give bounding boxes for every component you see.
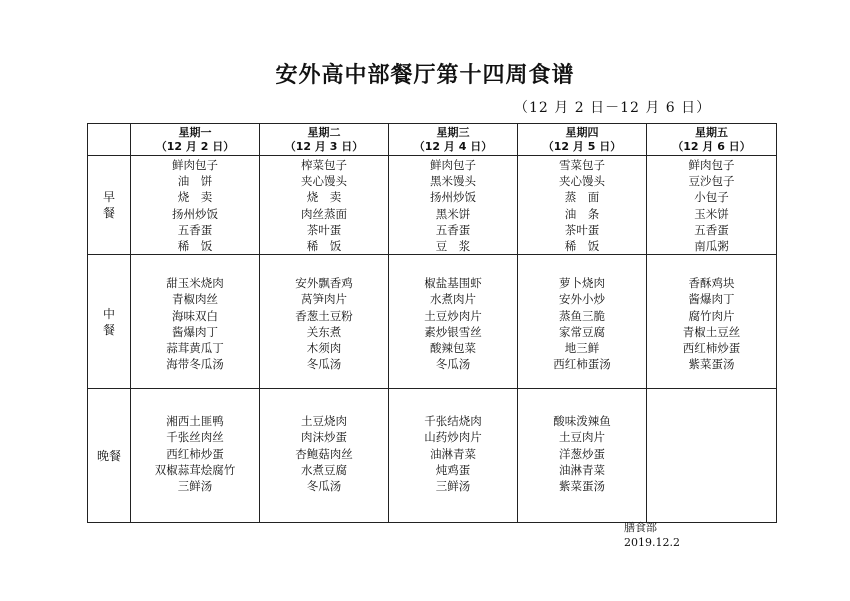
dish-item: 炖鸡蛋 [435,462,471,477]
dish-item: 椒盐基围虾 [424,276,482,291]
dish-item: 西红柿蛋汤 [553,357,611,372]
dish-item: 三鲜汤 [435,479,471,494]
dish-item: 冬瓜汤 [306,479,342,494]
dish-item: 南瓜粥 [694,239,729,254]
day-header-tue [260,124,389,156]
dish-item: 海味双白 [172,308,218,323]
dish-item: 紫菜蛋汤 [559,479,605,494]
dish-item: 油淋青菜 [430,446,476,461]
dish-item: 萝卜烧肉 [559,276,605,291]
meal-label-breakfast: 早餐 [88,156,131,255]
dish-item: 肉沫炒蛋 [301,430,347,445]
day-header-wed [389,124,518,156]
dish-item: 扬州炒饭 [430,190,476,205]
sign-date: 2019.12.2 [624,536,680,549]
dish-item: 海带冬瓜汤 [166,357,224,372]
dish-item: 西红柿炒蛋 [166,446,224,461]
dish-item: 酸味泼辣鱼 [553,414,611,429]
dish-item: 油淋青菜 [559,462,605,477]
signature: 膳食部 [624,521,657,534]
dish-item: 青椒肉丝 [172,292,218,307]
corner-cell [88,124,131,156]
dish-item: 油 饼 [177,174,213,189]
dish-item: 油 条 [564,206,600,221]
dish-item: 酱爆肉丁 [688,292,735,307]
dish-item: 烧 卖 [306,190,342,205]
dish-item: 甜玉米烧肉 [166,276,224,291]
dish-item: 关东煮 [306,324,342,339]
dinner-row [88,389,777,523]
dish-item: 素炒银雪丝 [424,324,482,339]
menu-cell [131,156,260,255]
dish-item: 扬州炒饭 [172,206,218,221]
menu-cell [518,389,647,523]
menu-cell [131,255,260,389]
dish-item: 冬瓜汤 [435,357,471,372]
day-name: 星期二 [307,125,341,139]
dish-item: 水煮肉片 [430,292,476,307]
dish-item: 鲜肉包子 [688,158,735,172]
menu-cell [389,255,518,389]
dish-item: 西红柿炒蛋 [682,341,741,356]
dish-item: 小包子 [694,190,729,205]
menu-table [87,123,777,523]
menu-cell [647,156,777,255]
week-date-range: （12 月 2 日－12 月 6 日） [514,100,712,116]
menu-cell [389,156,518,255]
meal-label-dinner: 晚餐 [88,389,131,523]
menu-cell [647,389,777,523]
dish-item: 土豆肉片 [559,430,605,445]
dish-item: 腐竹肉片 [688,308,735,323]
dish-item: 夹心馒头 [559,174,605,189]
dish-item: 香酥鸡块 [688,276,735,291]
dish-item: 五香蛋 [177,222,213,237]
menu-cell [389,389,518,523]
dish-item: 豆沙包子 [688,174,735,189]
dish-item: 冬瓜汤 [306,357,342,372]
menu-cell [518,156,647,255]
dish-item: 三鲜汤 [177,479,213,494]
dish-item: 稀 饭 [177,239,213,254]
dish-item: 豆 浆 [435,239,471,254]
menu-cell [518,255,647,389]
dish-item: 山药炒肉片 [424,430,482,445]
menu-cell [260,389,389,523]
breakfast-row [88,156,777,255]
dish-item: 千张丝肉丝 [166,430,224,445]
dish-item: 土豆烧肉 [301,414,347,429]
day-name: 星期五 [695,125,728,139]
page-title: 安外高中部餐厅第十四周食谱 [275,63,575,88]
dish-item: 安外飘香鸡 [295,276,353,291]
dish-item: 黑米馒头 [430,174,476,189]
dish-item: 榨菜包子 [301,158,347,172]
dish-item: 莴笋肉片 [301,292,347,307]
dish-item: 千张结烧肉 [424,414,482,429]
dish-item: 蒸鱼三脆 [559,308,605,323]
dish-item: 紫菜蛋汤 [688,357,735,372]
dish-item: 湘西土匪鸭 [166,414,224,429]
dish-item: 蒸 面 [564,190,600,205]
dish-item: 五香蛋 [435,222,471,237]
dish-item: 杏鲍菇肉丝 [295,446,353,461]
day-header-thu [518,124,647,156]
dish-item: 水煮豆腐 [301,462,347,477]
day-date: （12 月 6 日） [672,139,751,153]
dish-item: 烧 卖 [177,190,213,205]
dish-item: 茶叶蛋 [564,222,600,237]
dish-item: 雪菜包子 [559,158,605,172]
dish-item: 黑米饼 [435,206,471,221]
dish-item: 土豆炒肉片 [424,308,482,323]
dish-item: 玉米饼 [694,206,729,221]
dish-item: 肉丝蒸面 [301,206,347,221]
dish-item: 香葱土豆粉 [295,308,353,323]
lunch-row [88,255,777,389]
dish-item: 家常豆腐 [559,324,605,339]
dish-item: 稀 饭 [306,239,342,254]
dish-item: 酸辣包菜 [430,341,476,356]
day-date: （12 月 4 日） [413,139,493,153]
day-name: 星期四 [565,125,599,139]
day-date: （12 月 5 日） [542,139,622,153]
dish-item: 夹心馒头 [301,174,347,189]
dish-item: 双椒蒜茸烩腐竹 [154,462,236,477]
dish-item: 稀 饭 [564,239,600,254]
dish-item: 鲜肉包子 [172,158,218,172]
menu-cell [260,255,389,389]
day-header-mon [131,124,260,156]
day-name: 星期一 [178,125,212,139]
dish-item: 青椒土豆丝 [682,324,741,339]
dish-item: 木须肉 [306,341,342,356]
dish-item: 地三鲜 [564,341,600,356]
dish-item: 酱爆肉丁 [172,324,218,339]
dish-item: 茶叶蛋 [306,222,342,237]
meal-label-lunch: 中餐 [88,255,131,389]
day-name: 星期三 [436,125,470,139]
dish-item: 安外小炒 [559,292,605,307]
dish-item: 蒜茸黄瓜丁 [166,341,224,356]
menu-cell [260,156,389,255]
menu-cell [131,389,260,523]
day-date: （12 月 2 日） [155,139,235,153]
day-header-fri [647,124,777,156]
dish-item: 洋葱炒蛋 [559,446,605,461]
dish-item: 五香蛋 [694,222,729,237]
header-row [88,124,777,156]
day-date: （12 月 3 日） [284,139,364,153]
menu-cell [647,255,777,389]
dish-item: 鲜肉包子 [430,158,476,172]
